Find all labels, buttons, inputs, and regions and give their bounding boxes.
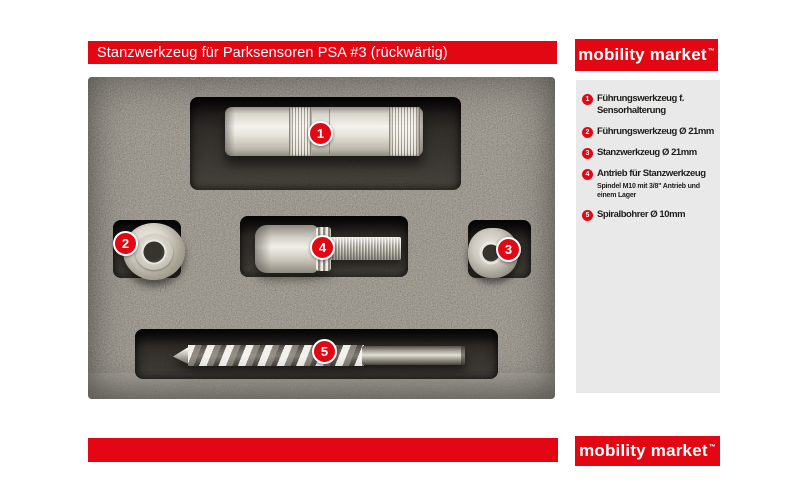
legend-panel: [576, 80, 720, 393]
legend-label: Sensorhalterung: [597, 105, 666, 116]
legend-label: Führungswerkzeug Ø 21mm: [597, 126, 714, 137]
trademark-symbol: ™: [708, 443, 716, 451]
legend-item-5: [582, 209, 717, 221]
brand-logo-top: [575, 39, 718, 71]
legend-badge-3: 3: [582, 148, 593, 159]
legend-item-3: [582, 147, 717, 159]
legend-label: Spiralbohrer Ø 10mm: [597, 209, 686, 220]
item-badge-2: [113, 231, 138, 256]
legend-badge-5: 5: [582, 210, 593, 221]
spindle-threaded-shaft: [330, 237, 401, 260]
legend-item-1: [582, 93, 717, 117]
header-title-bar: [88, 41, 557, 64]
drill-shank: [362, 346, 465, 365]
badge-number: 1: [316, 126, 325, 141]
item-badge-3: [496, 237, 521, 262]
item-badge-5: [312, 339, 337, 364]
legend-badge-4: 4: [582, 169, 593, 180]
footer-bar: [88, 438, 558, 462]
badge-number: 5: [320, 344, 329, 359]
legend-sublabel: Spindel M10 mit 3/8" Antrieb und einem Lager: [597, 183, 700, 199]
page-title: Stanzwerkzeug für Parksensoren PSA #3 (rückwärtig): [97, 44, 448, 61]
badge-number: 3: [504, 242, 513, 257]
legend-label: Antrieb für Stanzwerkzeug: [597, 168, 706, 179]
legend-badge-1: 1: [582, 94, 593, 105]
trademark-symbol: ™: [707, 47, 715, 55]
badge-number: 2: [121, 236, 130, 251]
brand-logo-bottom: [575, 436, 720, 466]
knurl-band: [389, 107, 420, 156]
legend-label: Stanzwerkzeug Ø 21mm: [597, 147, 697, 158]
badge-number: 4: [318, 240, 327, 255]
washer-hole: [144, 241, 165, 262]
item-badge-1: [308, 121, 333, 146]
item-badge-4: [310, 235, 335, 260]
legend-item-2: [582, 126, 717, 138]
brand-logo-text: mobility market: [578, 45, 707, 64]
spindle-head: [255, 225, 318, 273]
drill-flutes: [188, 345, 364, 366]
product-photo: [88, 77, 555, 399]
legend-item-4: [582, 168, 717, 200]
legend-badge-2: 2: [582, 127, 593, 138]
legend-label: Führungswerkzeug f.: [597, 93, 684, 104]
brand-logo-text: mobility market: [579, 441, 708, 460]
